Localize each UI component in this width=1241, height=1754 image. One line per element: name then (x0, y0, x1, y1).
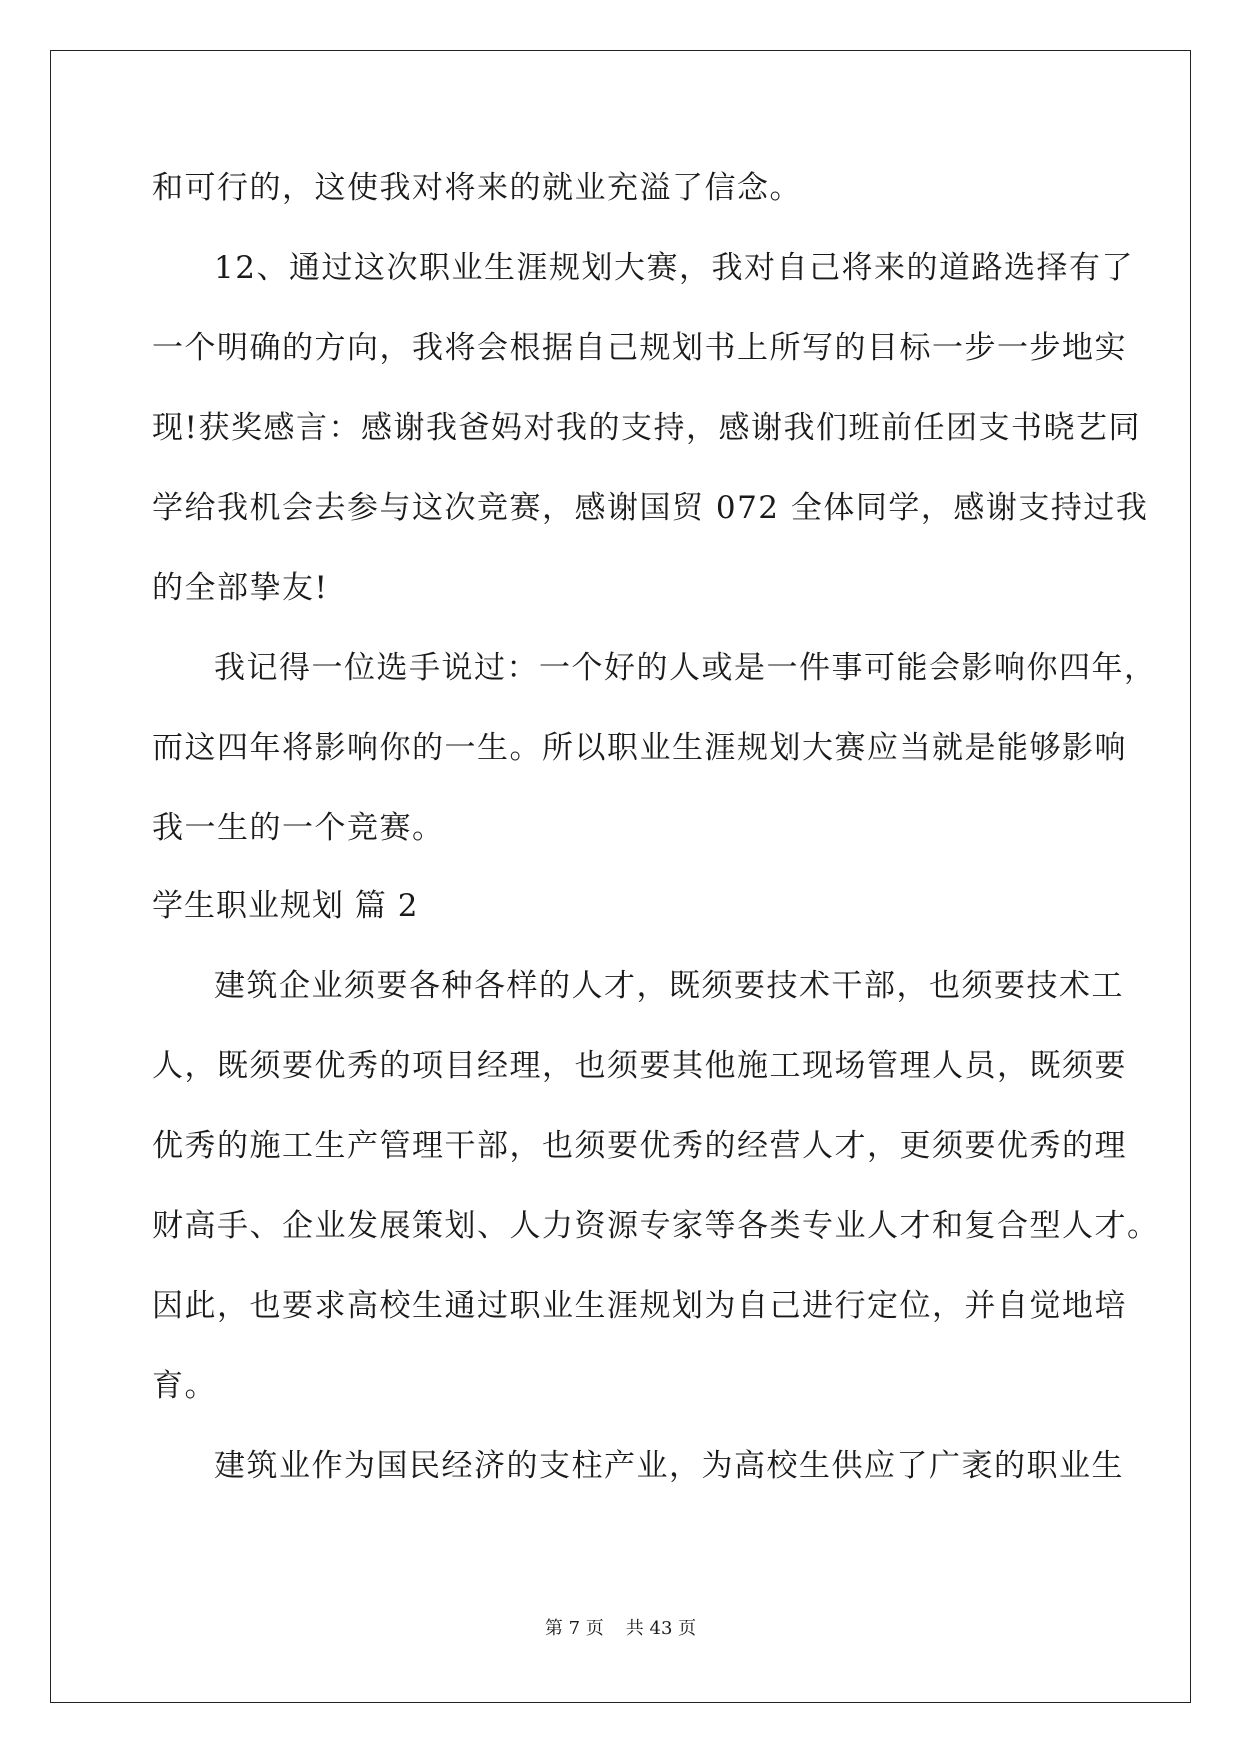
text-line: 而这四年将影响你的一生。所以职业生涯规划大赛应当就是能够影响 (152, 730, 1127, 766)
paragraph-construction-line: 建筑企业须要各种各样的人才，既须要技术干部，也须要技术工 (214, 968, 1124, 1004)
page-total: 共 43 页 (625, 1618, 697, 1639)
text-line: 因此，也要求高校生通过职业生涯规划为自己进行定位，并自觉地培 (152, 1288, 1127, 1324)
text-line: 财高手、企业发展策划、人力资源专家等各类专业人才和复合型人才。 (152, 1208, 1160, 1244)
section-heading: 学生职业规划 篇 2 (152, 888, 419, 924)
text-line: 育。 (152, 1368, 217, 1404)
paragraph-quote-line: 我记得一位选手说过：一个好的人或是一件事可能会影响你四年， (214, 650, 1157, 686)
text-line: 一个明确的方向，我将会根据自己规划书上所写的目标一步一步地实 (152, 330, 1127, 366)
text-line: 我一生的一个竞赛。 (152, 810, 445, 846)
page-number: 第 7 页 (544, 1618, 604, 1639)
paragraph-industry-line: 建筑业作为国民经济的支柱产业，为高校生供应了广袤的职业生 (214, 1448, 1124, 1484)
page-footer (0, 1617, 1241, 1641)
text-line: 和可行的，这使我对将来的就业充溢了信念。 (152, 170, 802, 206)
text-line: 的全部挚友! (152, 570, 329, 606)
text-line: 优秀的施工生产管理干部，也须要优秀的经营人才，更须要优秀的理 (152, 1128, 1127, 1164)
text-line: 现!获奖感言：感谢我爸妈对我的支持，感谢我们班前任团支书晓艺同 (152, 410, 1141, 446)
text-line: 人，既须要优秀的项目经理，也须要其他施工现场管理人员，既须要 (152, 1048, 1127, 1084)
paragraph-12-line: 12、通过这次职业生涯规划大赛，我对自己将来的道路选择有了 (214, 250, 1134, 286)
text-line: 学给我机会去参与这次竞赛，感谢国贸 072 全体同学，感谢支持过我 (152, 490, 1149, 526)
